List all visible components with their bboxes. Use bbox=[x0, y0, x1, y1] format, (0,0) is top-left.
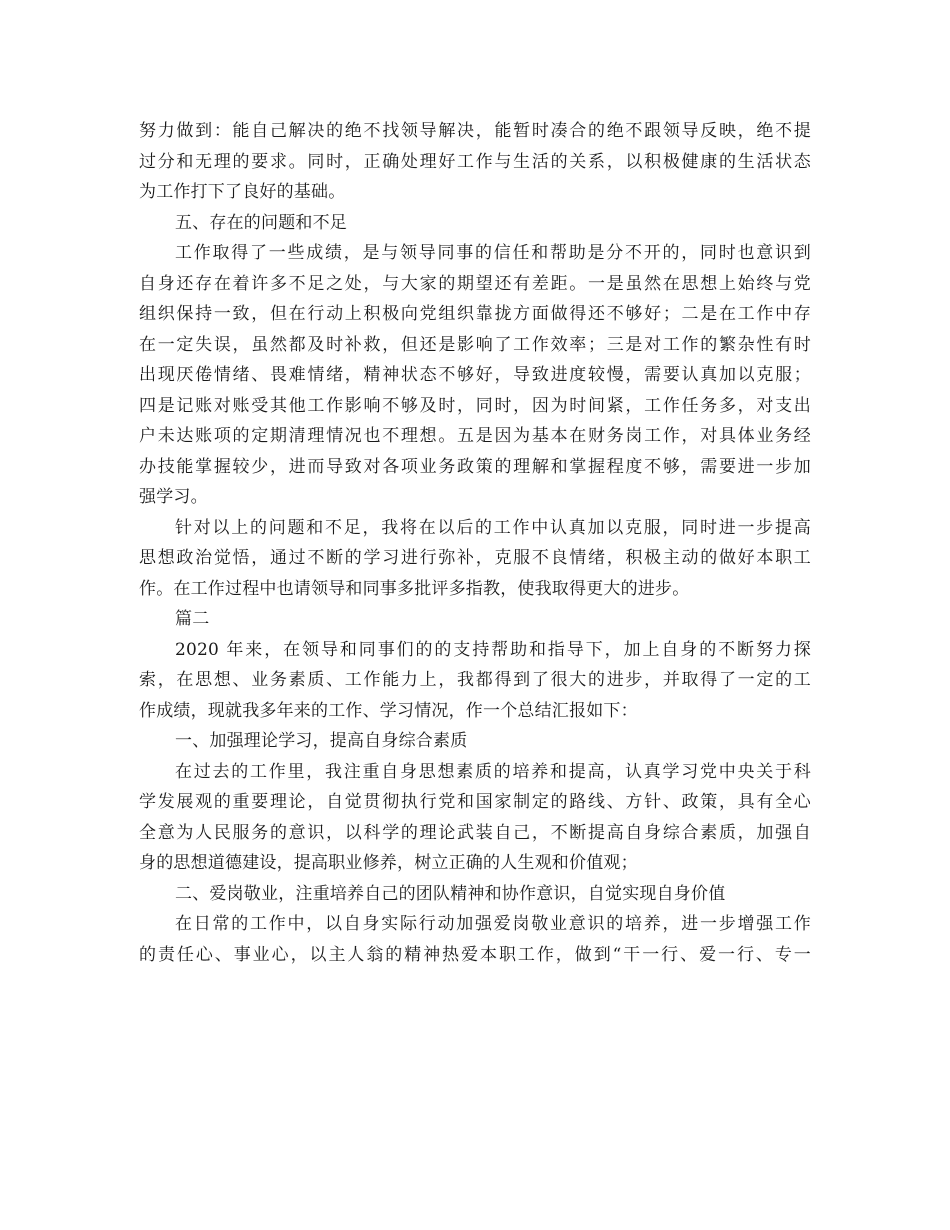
text-line: 出现厌倦情绪、畏难情绪，精神状态不够好，导致进度较慢，需要认真加以克服； bbox=[139, 365, 811, 385]
text-line: 针对以上的问题和不足，我将在以后的工作中认真加以克服，同时进一步提高 bbox=[175, 517, 811, 538]
text-line: 在一定失误，虽然都及时补救，但还是影响了工作效率；三是对工作的繁杂性有时 bbox=[139, 334, 811, 355]
text-line: 的责任心、事业心，以主人翁的精神热爱本职工作，做到“干一行、爱一行、专一 bbox=[139, 944, 811, 965]
text-line: 工作取得了一些成绩，是与领导同事的信任和帮助是分不开的，同时也意识到 bbox=[175, 243, 811, 263]
text-line: 自身还存在着许多不足之处，与大家的期望还有差距。一是虽然在思想上始终与党 bbox=[139, 273, 811, 294]
text-line: 过分和无理的要求。同时，正确处理好工作与生活的关系，以积极健康的生活状态 bbox=[139, 151, 811, 172]
text-line: 办技能掌握较少，进而导致对各项业务政策的理解和掌握程度不够，需要进一步加 bbox=[139, 456, 811, 477]
section-heading: 五、存在的问题和不足 bbox=[175, 212, 347, 233]
section-heading: 一、加强理论学习，提高自身综合素质 bbox=[175, 731, 468, 751]
section-heading: 篇二 bbox=[175, 609, 210, 629]
text-line: 身的思想道德建设，提高职业修养，树立正确的人生观和价值观； bbox=[139, 853, 638, 873]
text-line: 四是记账对账受其他工作影响不够及时，同时，因为时间紧，工作任务多，对支出 bbox=[139, 395, 811, 416]
text-line: 努力做到：能自己解决的绝不找领导解决，能暂时凑合的绝不跟领导反映，绝不提 bbox=[139, 121, 811, 141]
text-line: 户未达账项的定期清理情况也不理想。五是因为基本在财务岗工作，对具体业务经 bbox=[139, 426, 811, 446]
text-line: 学发展观的重要理论，自觉贯彻执行党和国家制定的路线、方针、政策，具有全心 bbox=[139, 792, 811, 812]
text-line: 组织保持一致，但在行动上积极向党组织靠拢方面做得还不够好；二是在工作中存 bbox=[139, 304, 811, 324]
text-line: 全意为人民服务的意识，以科学的理论武装自己，不断提高自身综合素质，加强自 bbox=[139, 822, 811, 843]
text-line: 索，在思想、业务素质、工作能力上，我都得到了很大的进步，并取得了一定的工 bbox=[139, 670, 811, 690]
text-line: 在日常的工作中，以自身实际行动加强爱岗敬业意识的培养，进一步增强工作 bbox=[175, 914, 811, 934]
text-line: 作成绩，现就我多年来的工作、学习情况，作一个总结汇报如下： bbox=[139, 700, 638, 721]
text-line: 在过去的工作里，我注重自身思想素质的培养和提高，认真学习党中央关于科 bbox=[175, 761, 811, 782]
section-heading: 二、爱岗敬业，注重培养自己的团队精神和协作意识，自觉实现自身价值 bbox=[175, 883, 726, 904]
text-line: 作。在工作过程中也请领导和同事多批评多指教，使我取得更大的进步。 bbox=[139, 578, 690, 599]
text-line: 为工作打下了良好的基础。 bbox=[139, 182, 346, 202]
document-body bbox=[139, 116, 811, 970]
text-line: 强学习。 bbox=[139, 487, 208, 507]
text-line: 思想政治觉悟，通过不断的学习进行弥补，克服不良情绪，积极主动的做好本职工 bbox=[139, 548, 811, 568]
text-line: 2020 年来，在领导和同事们的的支持帮助和指导下，加上自身的不断努力探 bbox=[175, 639, 811, 660]
